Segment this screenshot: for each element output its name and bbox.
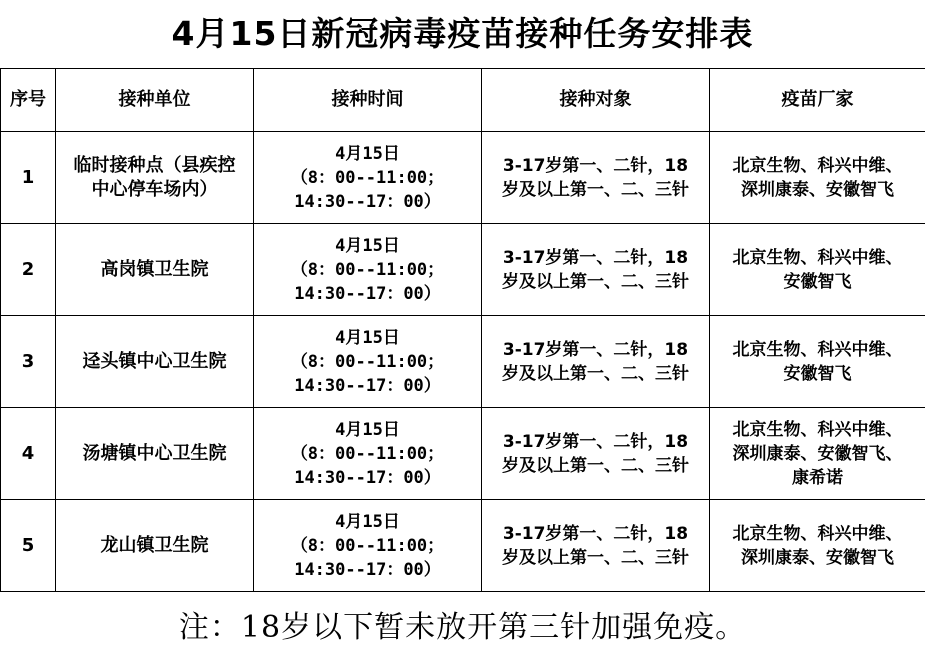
cell-seq: 2: [1, 224, 56, 316]
maker-line: 北京生物、科兴中维、: [732, 155, 903, 176]
unit-line: 龙山镇卫生院: [100, 534, 209, 556]
header-unit: 接种单位: [56, 69, 254, 132]
maker-line: 安徽智飞: [783, 271, 852, 292]
maker-line: 康希诺: [792, 467, 843, 488]
cell-time: [254, 408, 482, 500]
time-line: 14:30--17：00）: [294, 467, 441, 488]
page-title: 4月15日新冠病毒疫苗接种任务安排表: [171, 14, 754, 53]
table-header-row: [1, 69, 925, 132]
table-body: [1, 132, 925, 592]
cell-seq: 4: [1, 408, 56, 500]
cell-maker: [710, 408, 925, 500]
cell-seq: 1: [1, 132, 56, 224]
target-line: 3-17岁第一、二针，18: [502, 431, 689, 452]
vaccination-schedule-table: [0, 68, 925, 592]
target-line: 岁及以上第一、二、三针: [502, 455, 689, 476]
header-time: 接种时间: [254, 69, 482, 132]
table-row: [1, 224, 925, 316]
header-maker: 疫苗厂家: [710, 69, 925, 132]
cell-maker: [710, 224, 925, 316]
time-line: （8：00--11:00；: [290, 443, 445, 464]
cell-unit: [56, 500, 254, 592]
cell-unit: [56, 224, 254, 316]
cell-unit: [56, 408, 254, 500]
unit-line: 高岗镇卫生院: [100, 258, 209, 280]
cell-target: [482, 132, 710, 224]
table-row: [1, 316, 925, 408]
maker-line: 北京生物、科兴中维、: [732, 523, 903, 544]
time-line: （8：00--11:00；: [290, 351, 445, 372]
table-row: [1, 132, 925, 224]
time-line: 4月15日: [335, 327, 400, 348]
target-line: 3-17岁第一、二针，18: [502, 155, 689, 176]
maker-line: 北京生物、科兴中维、: [732, 339, 903, 360]
maker-line: 深圳康泰、安徽智飞: [741, 179, 894, 200]
maker-line: 深圳康泰、安徽智飞: [741, 547, 894, 568]
footnote: 注：18岁以下暂未放开第三针加强免疫。: [178, 610, 747, 645]
cell-seq: 5: [1, 500, 56, 592]
time-line: 4月15日: [335, 419, 400, 440]
table-row: [1, 408, 925, 500]
target-line: 岁及以上第一、二、三针: [502, 271, 689, 292]
cell-maker: [710, 316, 925, 408]
maker-line: 安徽智飞: [783, 363, 852, 384]
time-line: 4月15日: [335, 511, 400, 532]
cell-time: [254, 500, 482, 592]
cell-target: [482, 224, 710, 316]
header-seq: 序号: [1, 69, 56, 132]
cell-maker: [710, 500, 925, 592]
target-line: 3-17岁第一、二针，18: [502, 339, 689, 360]
header-target: 接种对象: [482, 69, 710, 132]
unit-line: 汤塘镇中心卫生院: [82, 442, 227, 464]
target-line: 岁及以上第一、二、三针: [502, 363, 689, 384]
target-line: 岁及以上第一、二、三针: [502, 547, 689, 568]
time-line: 14:30--17：00）: [294, 559, 441, 580]
time-line: 14:30--17：00）: [294, 191, 441, 212]
unit-line: 临时接种点（县疾控: [73, 154, 236, 176]
time-line: 14:30--17：00）: [294, 283, 441, 304]
cell-seq: 3: [1, 316, 56, 408]
cell-target: [482, 408, 710, 500]
time-line: 4月15日: [335, 235, 400, 256]
table-row: [1, 500, 925, 592]
maker-line: 北京生物、科兴中维、: [732, 419, 903, 440]
target-line: 岁及以上第一、二、三针: [502, 179, 689, 200]
target-line: 3-17岁第一、二针，18: [502, 523, 689, 544]
cell-unit: [56, 316, 254, 408]
time-line: 4月15日: [335, 143, 400, 164]
cell-maker: [710, 132, 925, 224]
maker-line: 北京生物、科兴中维、: [732, 247, 903, 268]
time-line: 14:30--17：00）: [294, 375, 441, 396]
cell-target: [482, 316, 710, 408]
cell-time: [254, 316, 482, 408]
time-line: （8：00--11:00；: [290, 167, 445, 188]
time-line: （8：00--11:00；: [290, 259, 445, 280]
unit-line: 中心停车场内）: [91, 178, 218, 200]
cell-time: [254, 132, 482, 224]
cell-time: [254, 224, 482, 316]
cell-target: [482, 500, 710, 592]
time-line: （8：00--11:00；: [290, 535, 445, 556]
target-line: 3-17岁第一、二针，18: [502, 247, 689, 268]
cell-unit: [56, 132, 254, 224]
unit-line: 迳头镇中心卫生院: [82, 350, 227, 372]
maker-line: 深圳康泰、安徽智飞、: [732, 443, 903, 464]
